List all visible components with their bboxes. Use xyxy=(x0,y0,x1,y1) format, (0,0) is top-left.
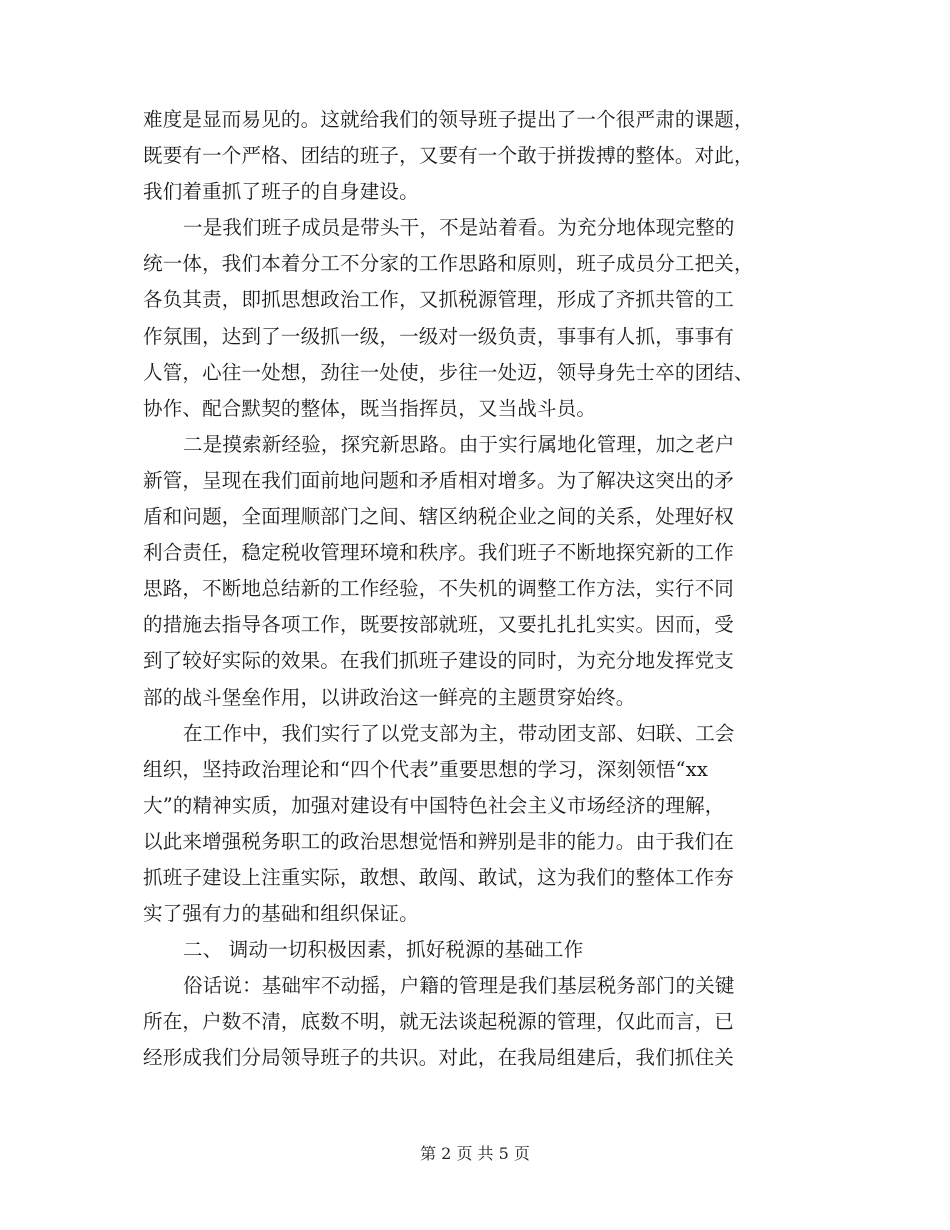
document-body xyxy=(143,102,811,1077)
text-line: 到了较好实际的效果。在我们抓班子建设的同时，为充分地发挥党支 xyxy=(143,649,735,673)
text-line: 既要有一个严格、团结的班子，又要有一个敢于拼拨搏的整体。对此， xyxy=(143,144,754,168)
paragraph xyxy=(143,210,811,427)
paragraph xyxy=(143,968,811,1076)
text-line: 协作、配合默契的整体，既当指挥员，又当战斗员。 xyxy=(143,396,597,420)
text-line: 大”的精神实质，加强对建设有中国特色社会主义市场经济的理解， xyxy=(143,793,725,817)
text-line: 的措施去指导各项工作，既要按部就班，又要扎扎扎实实。因而，受 xyxy=(143,613,735,637)
text-line: 盾和问题，全面理顺部门之间、辖区纳税企业之间的关系，处理好权 xyxy=(143,505,735,529)
paragraph xyxy=(143,102,811,210)
text-line: 抓班子建设上注重实际，敢想、敢闯、敢试，这为我们的整体工作夯 xyxy=(143,865,735,889)
text-line: 利合责任，稳定税收管理环境和秩序。我们班子不断地探究新的工作 xyxy=(143,541,735,565)
text-line: 我们着重抓了班子的自身建设。 xyxy=(143,180,419,204)
text-line: 俗话说：基础牢不动摇，户籍的管理是我们基层税务部门的关键 xyxy=(183,974,735,998)
paragraph xyxy=(143,427,811,716)
text-line: 新管，呈现在我们面前地问题和矛盾相对增多。为了解决这突出的矛 xyxy=(143,468,735,492)
page-footer xyxy=(0,1142,950,1166)
text-line: 作氛围，达到了一级抓一级，一级对一级负责，事事有人抓，事事有 xyxy=(143,324,735,348)
page-number-label: 第 2 页 共 5 页 xyxy=(420,1144,530,1163)
text-line: 经形成我们分局领导班子的共识。对此，在我局组建后，我们抓住关 xyxy=(143,1046,735,1070)
paragraph xyxy=(143,716,811,933)
text-line: 二、 调动一切积极因素，抓好税源的基础工作 xyxy=(183,938,584,962)
text-line: 组织，坚持政治理论和“四个代表”重要思想的学习，深刻领悟“xx xyxy=(143,757,709,781)
text-line: 二是摸索新经验，探究新思路。由于实行属地化管理，加之老户 xyxy=(183,432,735,456)
text-line: 所在，户数不清，底数不明，就无法谈起税源的管理，仅此而言，已 xyxy=(143,1010,735,1034)
text-line: 难度是显而易见的。这就给我们的领导班子提出了一个很严肃的课题， xyxy=(143,108,754,131)
text-line: 实了强有力的基础和组织保证。 xyxy=(143,902,419,926)
text-line: 各负其责，即抓思想政治工作，又抓税源管理，形成了齐抓共管的工 xyxy=(143,288,735,312)
text-line: 人管，心往一处想，劲往一处使，步往一处迈，领导身先士卒的团结、 xyxy=(143,360,754,384)
text-line: 一是我们班子成员是带头干，不是站着看。为充分地体现完整的 xyxy=(183,216,735,240)
text-line: 在工作中，我们实行了以党支部为主，带动团支部、妇联、工会 xyxy=(183,721,735,745)
text-line: 以此来增强税务职工的政治思想觉悟和辨别是非的能力。由于我们在 xyxy=(143,829,735,853)
text-line: 统一体，我们本着分工不分家的工作思路和原则，班子成员分工把关， xyxy=(143,252,754,276)
text-line: 思路，不断地总结新的工作经验，不失机的调整工作方法，实行不同 xyxy=(143,577,735,601)
paragraph xyxy=(143,932,811,968)
text-line: 部的战斗堡垒作用，以讲政治这一鲜亮的主题贯穿始终。 xyxy=(143,685,636,709)
